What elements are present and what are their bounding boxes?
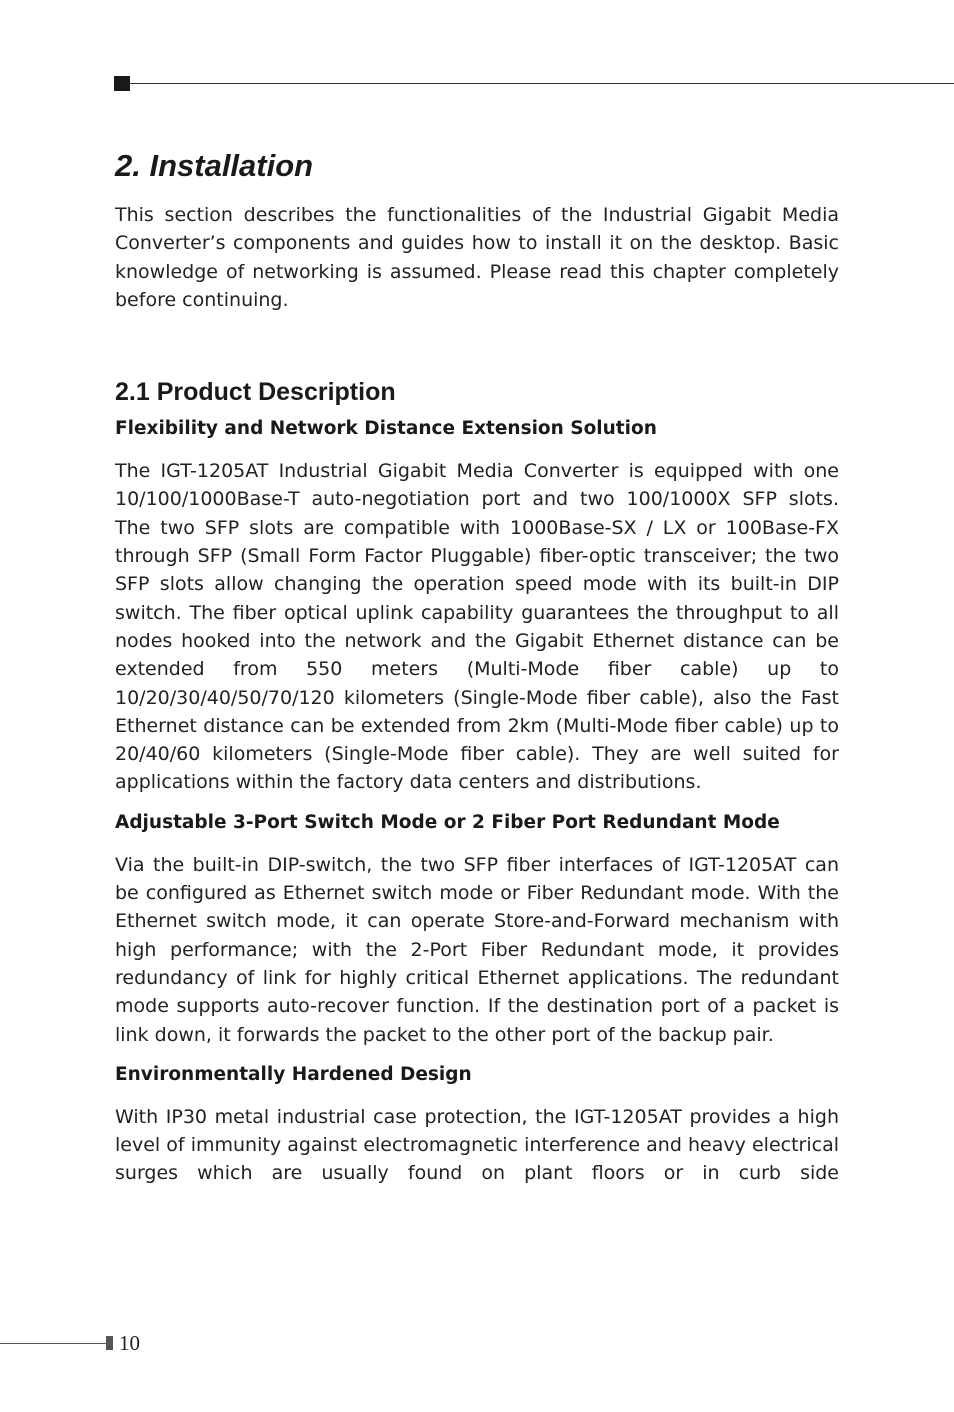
header-rule xyxy=(130,83,954,84)
section-title: 2.1 Product Description xyxy=(115,378,396,407)
footer-rule xyxy=(0,1343,106,1344)
subsection-heading-hardened-design: Environmentally Hardened Design xyxy=(115,1063,472,1085)
subsection-body-hardened-design: With IP30 metal industrial case protection, the IGT-1205AT provides a high level of immunity against electromagnetic interference and heavy electrical surges which are usually found on plant floors or in curb side xyxy=(115,1105,839,1185)
chapter-title: 2. Installation xyxy=(115,148,314,183)
subsection-heading-flexibility: Flexibility and Network Distance Extension Solution xyxy=(115,418,657,440)
page-number: 10 xyxy=(119,1331,140,1355)
header-marker xyxy=(114,76,130,91)
page-content xyxy=(115,140,839,1188)
subsection-heading-switch-mode: Adjustable 3-Port Switch Mode or 2 Fiber Port Redundant Mode xyxy=(115,811,780,833)
subsection-body-switch-mode: Via the built-in DIP-switch, the two SFP fiber interfaces of IGT-1205AT can be configured as Ethernet switch mode or Fiber Redundant mode. With the Ethernet switch mode, it can operate Store-and-Forward mechanism with high performance; with the 2-Port Fiber Redundant mode, it provides redundancy of link for highly critical Ethernet applications. The redundant mode supports auto-recover function. If the destination port of a packet is link down, it forwards the packet to the other port of the backup pair. xyxy=(115,853,839,1046)
chapter-intro: This section describes the functionalities of the Industrial Gigabit Media Converter’s components and guides how to install it on the desktop. Basic knowledge of networking is assumed. Please read this chapter completely before continuing. xyxy=(115,204,839,311)
subsection-body-flexibility: The IGT-1205AT Industrial Gigabit Media Converter is equipped with one 10/100/1000Base-T auto-negotiation port and two 100/1000X SFP slots. The two SFP slots are compatible with 1000Base-SX / LX or 100Base-FX through SFP (Small Form Factor Pluggable) fiber-optic transceiver; the two SFP slots allow changing the operation speed mode with its built-in DIP switch. The fiber optical uplink capability guarantees the throughput to all nodes hooked into the network and the Gigabit Ethernet distance can be extended from 550 meters (Multi-Mode fiber cable) up to 10/20/30/40/50/70/120 kilometers (Single-Mode fiber cable), also the Fast Ethernet distance can be extended from 2km (Multi-Mode fiber cable) up to 20/40/60 kilometers (Single-Mode fiber cable). They are well suited for applications within the factory data centers and distributions. xyxy=(115,460,839,794)
footer-marker xyxy=(106,1336,113,1350)
